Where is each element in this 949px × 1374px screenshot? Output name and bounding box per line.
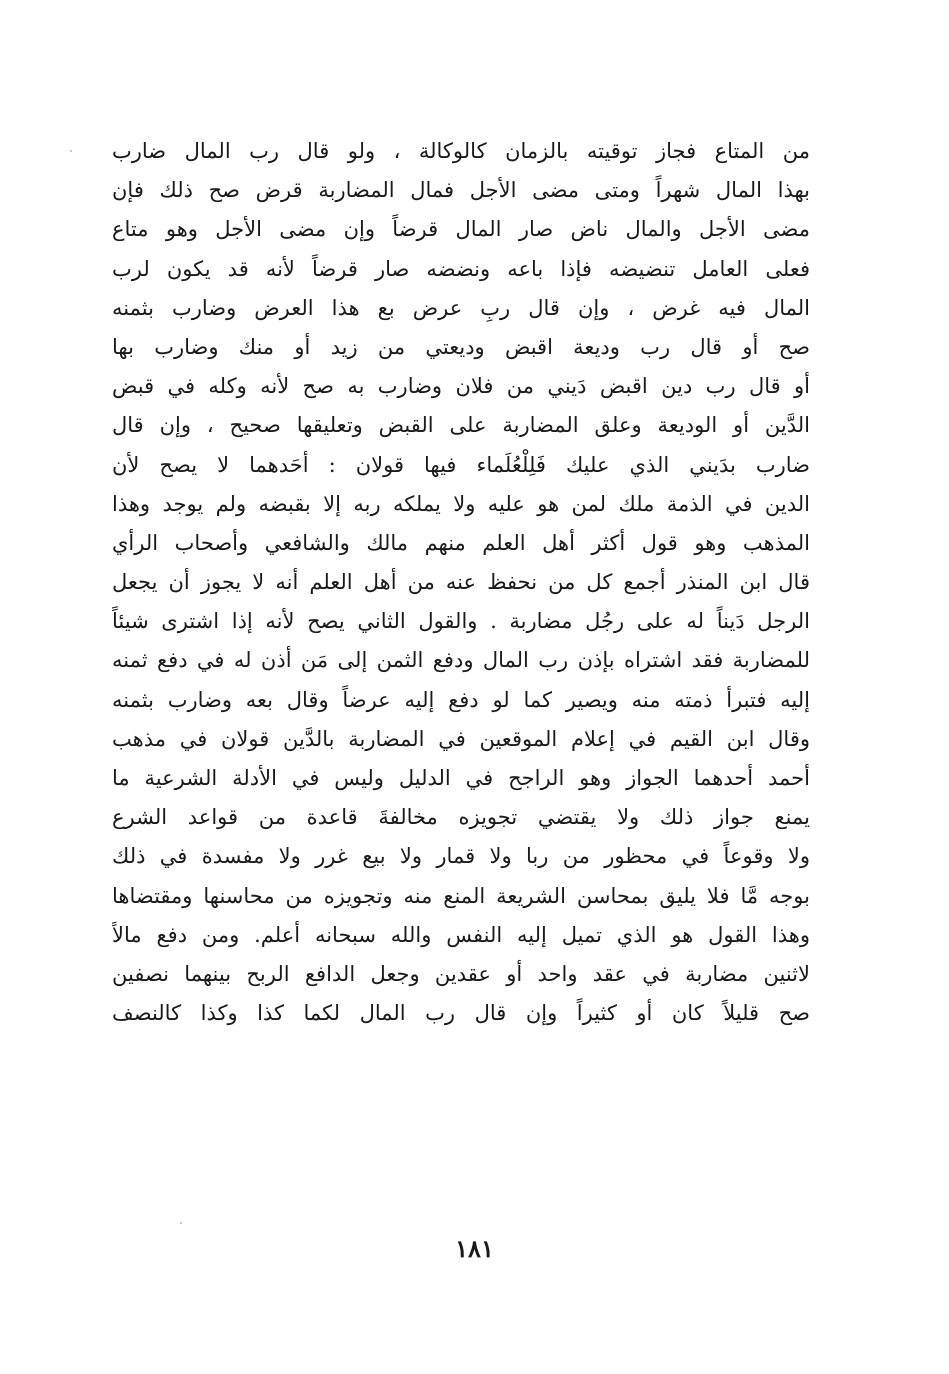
text-line: من المتاع فجاز توقيته بالزمان كالوكالة ، ولو قال رب المال ضارب <box>112 139 810 163</box>
text-line: مضى الأجل والمال ناض صار المال قرضاً وإن مضى الأجل وهو متاع <box>112 217 810 242</box>
text-line: يمنع جواز ذلك ولا يقتضي تجويزه مخالفةَ قاعدة من قواعد الشرع <box>112 805 810 830</box>
text-line: إليه فتبرأ ذمته منه ويصير كما لو دفع إليه عرضاً وقال بعه وضارب بثمنه <box>112 687 810 712</box>
text-line: للمضاربة فقد اشتراه بإذن رب المال ودفع الثمن إلى مَن أذن له في دفع ثمنه <box>112 648 810 673</box>
text-line: فعلى العامل تنضيضه فإذا باعه ونضضه صار قرضاً لأنه قد يكون لرب <box>112 256 810 281</box>
text-line: ضارب بدَيني الذي عليك فَلِلْعُلَماء فيها قولان : أحَدهما لا يصح لأن <box>112 452 810 477</box>
text-line: الدين في الذمة ملك لمن هو عليه ولا يملكه ربه إلا بقبضه ولم يوجد وهذا <box>112 491 810 516</box>
text-line: الدَّين أو الوديعة وعلق المضاربة على القبض وتعليقها صحيح ، وإن قال <box>112 413 810 438</box>
text-line: بوجه مَّا فلا يليق بمحاسن الشريعة المنع منه وتجويزه من محاسنها ومقتضاها <box>112 883 810 908</box>
text-line: صح قليلاً كان أو كثيراً وإن قال رب المال لكما كذا وكذا كالنصف <box>112 1001 810 1026</box>
text-line: الرجل دَيناً له على رجُل مضاربة . والقول الثاني يصح لأنه إذا اشترى شيئاً <box>112 609 810 634</box>
text-line: وقال ابن القيم في إعلام الموقعين في المضاربة بالدَّين قولان في مذهب <box>112 726 810 751</box>
text-line: أو قال رب دين اقبض دَيني من فلان وضارب به صح لأنه وكله في قبض <box>112 374 810 399</box>
text-line: ولا وقوعاً في محظور من ربا ولا قمار ولا بيع غرر ولا مفسدة في ذلك <box>112 844 810 869</box>
text-line: لاثنين مضاربة في عقد واحد أو عقدين وجعل الدافع الربح بينهما نصفين <box>112 961 810 986</box>
text-line: المذهب وهو قول أكثر أهل العلم منهم مالك والشافعي وأصحاب الرأي <box>112 530 810 555</box>
text-line: أحمد أحدهما الجواز وهو الراجح في الدليل وليس في الأدلة الشرعية ما <box>112 766 810 790</box>
page-number: ١٨١ <box>455 1234 494 1263</box>
body-text <box>112 132 810 1033</box>
text-line: صح أو قال رب وديعة اقبض وديعتي من زيد أو منك وضارب بها <box>112 334 810 359</box>
scan-speck <box>180 1222 182 1224</box>
text-line: المال فيه غرض ، وإن قال ربِ عرض بع هذا العرض وضارب بثمنه <box>112 295 810 320</box>
text-line: وهذا القول هو الذي تميل إليه النفس والله سبحانه أعلم. ومن دفع مالاً <box>112 922 810 947</box>
scan-speck <box>70 150 72 152</box>
text-line: بهذا المال شهراً ومتى مضى الأجل فمال المضاربة قرض صح ذلك فإن <box>112 178 810 203</box>
text-line: قال ابن المنذر أجمع كل من نحفظ عنه من أهل العلم أنه لا يجوز أن يجعل <box>112 570 810 595</box>
